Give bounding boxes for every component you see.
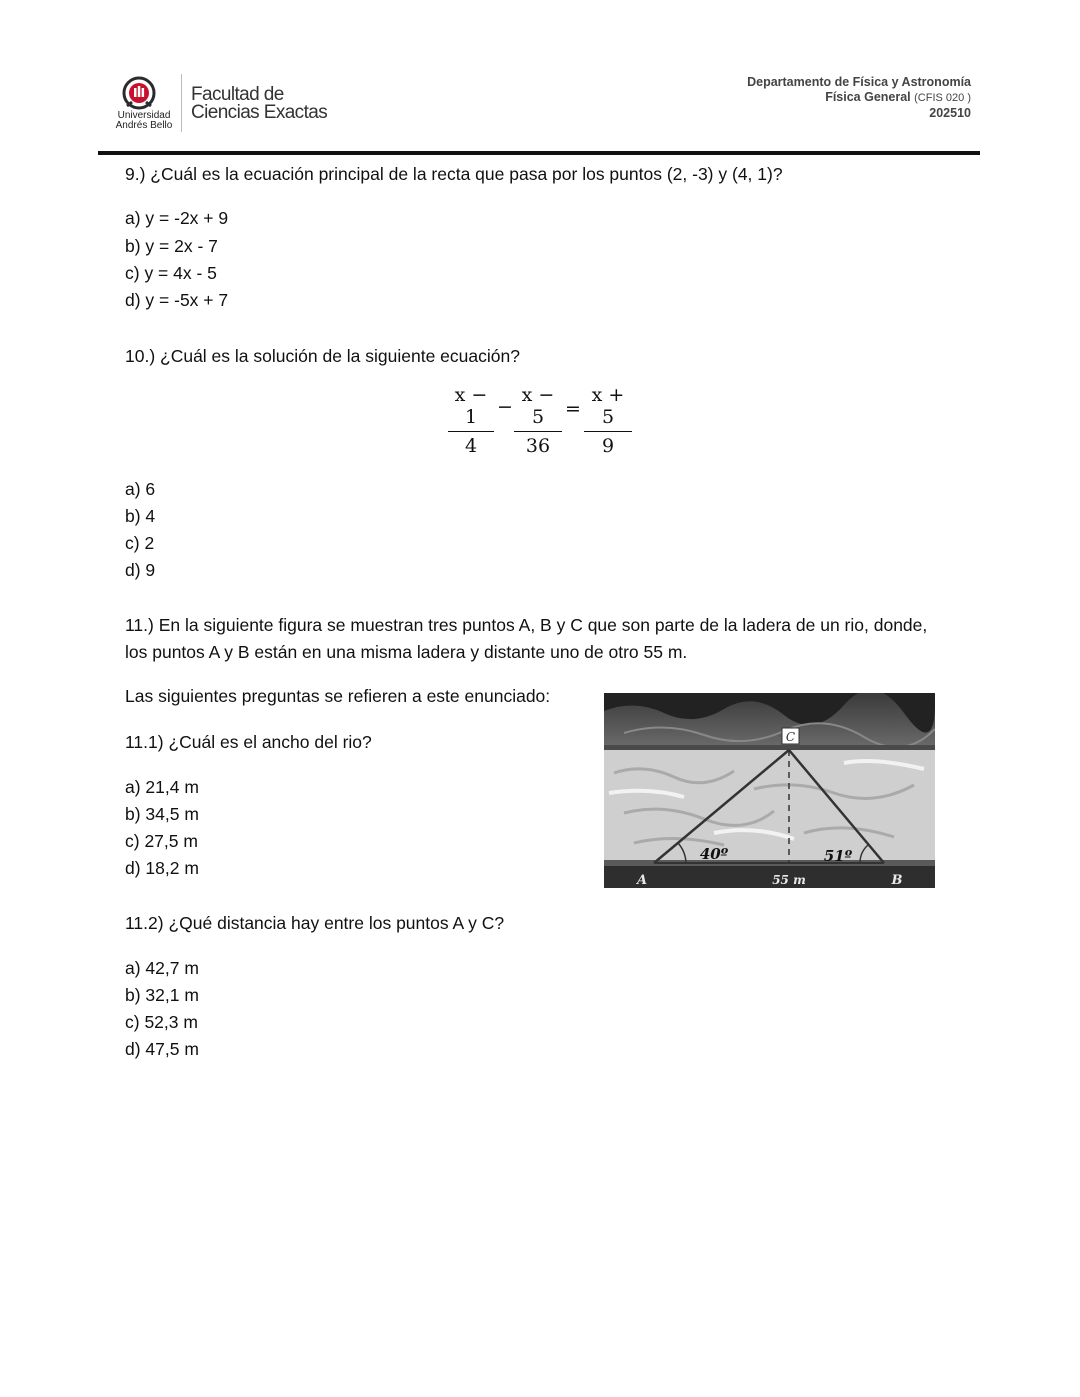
fraction-1: x − 1 4	[448, 384, 494, 457]
university-seal-icon	[122, 76, 156, 110]
point-a-label: A	[636, 873, 648, 888]
q9-option-c: c) y = 4x - 5	[125, 263, 217, 283]
faculty-name: Facultad de Ciencias Exactas	[191, 84, 328, 123]
q11-1-option-a: a) 21,4 m	[125, 777, 199, 797]
question-11-line-2: los puntos A y B están en una misma ladera y distante uno de otro 55 m.	[125, 642, 688, 662]
question-10: 10.) ¿Cuál es la solución de la siguiente ecuación?	[125, 346, 520, 366]
department-info	[747, 75, 971, 121]
q11-2-option-b: b) 32,1 m	[125, 985, 199, 1005]
q9-option-b: b) y = 2x - 7	[125, 236, 218, 256]
q10-option-b: b) 4	[125, 506, 156, 526]
minus-sign: −	[497, 396, 513, 418]
question-11-intro: Las siguientes preguntas se refieren a este enunciado:	[125, 686, 551, 706]
angle-a-label: 40º	[699, 845, 729, 863]
q11-1-option-c: c) 27,5 m	[125, 831, 198, 851]
near-bank	[604, 866, 935, 888]
river-triangle-figure	[604, 693, 935, 888]
fraction-3: x + 5 9	[584, 384, 632, 457]
course-name: Física General (CFIS 020 )	[825, 90, 971, 104]
question-11-1: 11.1) ¿Cuál es el ancho del rio?	[125, 732, 372, 752]
equation	[448, 384, 648, 457]
point-b-label: B	[891, 873, 903, 888]
q11-1-option-b: b) 34,5 m	[125, 804, 199, 824]
q9-option-d: d) y = -5x + 7	[125, 290, 229, 310]
university-name: Universidad Andrés Bello	[115, 110, 173, 131]
equals-sign: =	[565, 398, 581, 420]
point-c-label: C	[785, 730, 796, 744]
q11-2-option-d: d) 47,5 m	[125, 1039, 199, 1059]
question-9: 9.) ¿Cuál es la ecuación principal de la recta que pasa por los puntos (2, -3) y (4, 1)?	[125, 164, 783, 184]
q11-2-option-a: a) 42,7 m	[125, 958, 199, 978]
q9-option-a: a) y = -2x + 9	[125, 208, 229, 228]
university-logo	[108, 76, 178, 136]
q11-1-option-d: d) 18,2 m	[125, 858, 199, 878]
fraction-2: x − 5 36	[514, 384, 562, 457]
angle-b-label: 51º	[823, 847, 853, 865]
far-shore-line	[604, 745, 935, 750]
logo-divider	[181, 74, 182, 132]
question-11-2: 11.2) ¿Qué distancia hay entre los puntos A y C?	[125, 913, 505, 933]
q10-option-d: d) 9	[125, 560, 156, 580]
term: 202510	[929, 106, 971, 120]
q10-option-a: a) 6	[125, 479, 156, 499]
distance-label: 55 m	[772, 873, 806, 887]
q11-2-option-c: c) 52,3 m	[125, 1012, 198, 1032]
q10-option-c: c) 2	[125, 533, 155, 553]
department-name: Departamento de Física y Astronomía	[747, 75, 971, 89]
header-rule	[98, 151, 980, 155]
question-11-line-1: 11.) En la siguiente figura se muestran tres puntos A, B y C que son parte de la ladera de un rio, donde,	[125, 615, 928, 635]
